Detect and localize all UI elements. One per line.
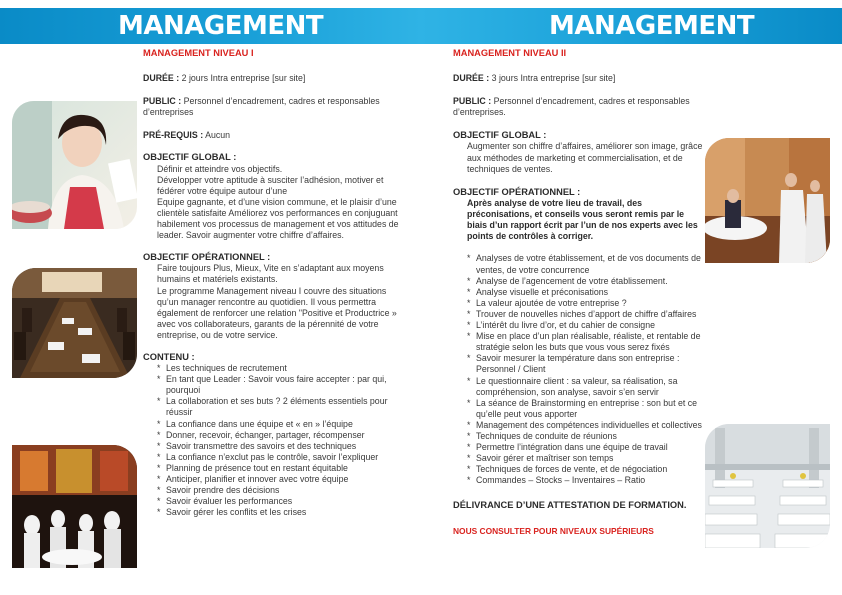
right-banner-title: MANAGEMENT	[549, 11, 755, 41]
left-duree: DURÉE : 2 jours Intra entreprise [sur site]	[143, 73, 306, 84]
left-banner-title: MANAGEMENT	[118, 11, 324, 41]
left-public: PUBLIC : Personnel d’encadrement, cadres et responsables d’entreprises	[143, 96, 380, 118]
right-objectif-global: OBJECTIF GLOBAL : Augmenter son chiffre d’affaires, améliorer son image, grâce aux méthodes de marketing et commercialisation, et de techniques de ventes.	[453, 130, 703, 174]
left-contenu-list	[143, 363, 399, 518]
contact-note: NOUS CONSULTER POUR NIVEAUX SUPÉRIEURS	[453, 525, 654, 536]
list-item: * En tant que Leader : Savoir vous faire accepter : par qui, pourquoi	[157, 374, 399, 396]
list-item: * La confiance dans une équipe et « en » l’équipe	[157, 419, 399, 430]
list-item: * Les techniques de recrutement	[157, 363, 399, 374]
list-item: * Techniques de conduite de réunions	[467, 431, 703, 442]
right-objectif-operationnel: OBJECTIF OPÉRATIONNEL : Après analyse de votre lieu de travail, des préconisations, et conseils vous seront remis par le biais d’un rapport écrit par l’un de nos experts avec les points de contrôles à corriger.	[453, 186, 698, 241]
list-item: * Savoir évaluer les performances	[157, 496, 399, 507]
list-item: * La séance de Brainstorming en entreprise : son but et ce qu’elle peut vous apporter	[467, 398, 703, 420]
restaurant-staff-photo	[12, 445, 137, 568]
left-objectif-operationnel: OBJECTIF OPÉRATIONNEL : Faire toujours Plus, Mieux, Vite en s’adaptant aux moyens humains et matériels existants. Le programme Management niveau I couvre des situations qu’un manager rencontre au quotidien. Il vous permettra également de renforcer une relation "Positive et Productrice » avec vos collaborateurs, garants de la pérennité de votre entreprise, ou de votre service.	[143, 252, 397, 340]
list-item: * La confiance n’exclut pas le contrôle, savoir l’expliquer	[157, 452, 399, 463]
list-item: * Planning de présence tout en restant équitable	[157, 463, 399, 474]
left-objectif-global: OBJECTIF GLOBAL : Définir et atteindre vos objectifs. Développer votre aptitude à susciter l’adhésion, motiver et fédérer votre équipe autour d’une Equipe gagnante, et d’une vision commune, et le plaisir d’une clientèle satisfaite Améliorez vos performances en conjuguant habilement vos processus de management et vos attitudes de leader. Savoir augmenter votre chiffre d’affaires.	[143, 152, 399, 241]
right-banner	[421, 8, 842, 44]
list-item: * Le questionnaire client : sa valeur, sa réalisation, sa compréhension, son analyse, savoir s’en servir	[467, 376, 703, 398]
right-duree: DURÉE : 3 jours Intra entreprise [sur site]	[453, 73, 616, 84]
list-item: * Management des compétences individuelles et collectives	[467, 420, 703, 431]
list-item: * Analyse visuelle et préconisations	[467, 287, 703, 298]
dining-room-photo	[705, 138, 830, 263]
list-item: * Savoir gérer et maîtriser son temps	[467, 453, 703, 464]
list-item: * Savoir transmettre des savoirs et des techniques	[157, 441, 399, 452]
list-item: * Savoir prendre des décisions	[157, 485, 399, 496]
list-item: * Techniques de forces de vente, et de négociation	[467, 464, 703, 475]
list-item: * Savoir gérer les conflits et les crises	[157, 507, 399, 518]
list-item: * Savoir mesurer la température dans son entreprise : Personnel / Client	[467, 353, 703, 375]
left-level-title: MANAGEMENT NIVEAU I	[143, 48, 254, 58]
list-item: * L’intérêt du livre d’or, et du cahier de consigne	[467, 320, 703, 331]
list-item: * La collaboration et ses buts ? 2 éléments essentiels pour réussir	[157, 396, 399, 418]
left-banner	[0, 8, 421, 44]
list-item: * Trouver de nouvelles niches d’apport de chiffre d’affaires	[467, 309, 703, 320]
list-item: * La valeur ajoutée de votre entreprise ?	[467, 298, 703, 309]
list-item: * Analyses de votre établissement, et de vos documents de ventes, de votre concurrence	[467, 253, 703, 275]
left-contenu: CONTENU : * Les techniques de recrutement * En tant que Leader : Savoir vous faire accepter : par qui, pourquoi * La collaboration et ses buts ? 2 éléments essentiels pour réussir * La confiance dans une équipe et « en » l’équipe * Donner, recevoir, échanger, partager, récompenser * Savoir transmettre des savoirs et des techniques * La confiance n’exclut pas le contrôle, savoir l’expliquer * Planning de présence tout en restant équitable * Anticiper, planifier et innover avec votre équipe * Savoir prendre des décisions * Savoir évaluer les performances * Savoir gérer les conflits et les crises	[143, 352, 399, 518]
list-item: * Anticiper, planifier et innover avec votre équipe	[157, 474, 399, 485]
list-item: * Commandes – Stocks – Inventaires – Ratio	[467, 475, 703, 486]
list-item: * Donner, recevoir, échanger, partager, récompenser	[157, 430, 399, 441]
left-column	[143, 46, 399, 518]
conference-hall-photo	[705, 424, 830, 548]
right-level-title: MANAGEMENT NIVEAU II	[453, 48, 567, 58]
list-item: * Permettre l’intégration dans une équipe de travail	[467, 442, 703, 453]
right-public: PUBLIC : Personnel d’encadrement, cadres et responsables d’entreprises.	[453, 96, 690, 118]
right-column	[453, 46, 703, 537]
right-items-list	[453, 253, 703, 486]
list-item: * Mise en place d’un plan réalisable, réaliste, et rentable de stratégie selon les buts que vous vous serez fixés	[467, 331, 703, 353]
waitress-photo	[12, 101, 137, 229]
list-item: * Analyse de l’agencement de votre établissement.	[467, 276, 703, 287]
left-prerequis: PRÉ-REQUIS : Aucun	[143, 130, 231, 141]
certification-note: DÉLIVRANCE D’UNE ATTESTATION DE FORMATION.	[453, 500, 687, 511]
meeting-room-photo	[12, 268, 137, 378]
